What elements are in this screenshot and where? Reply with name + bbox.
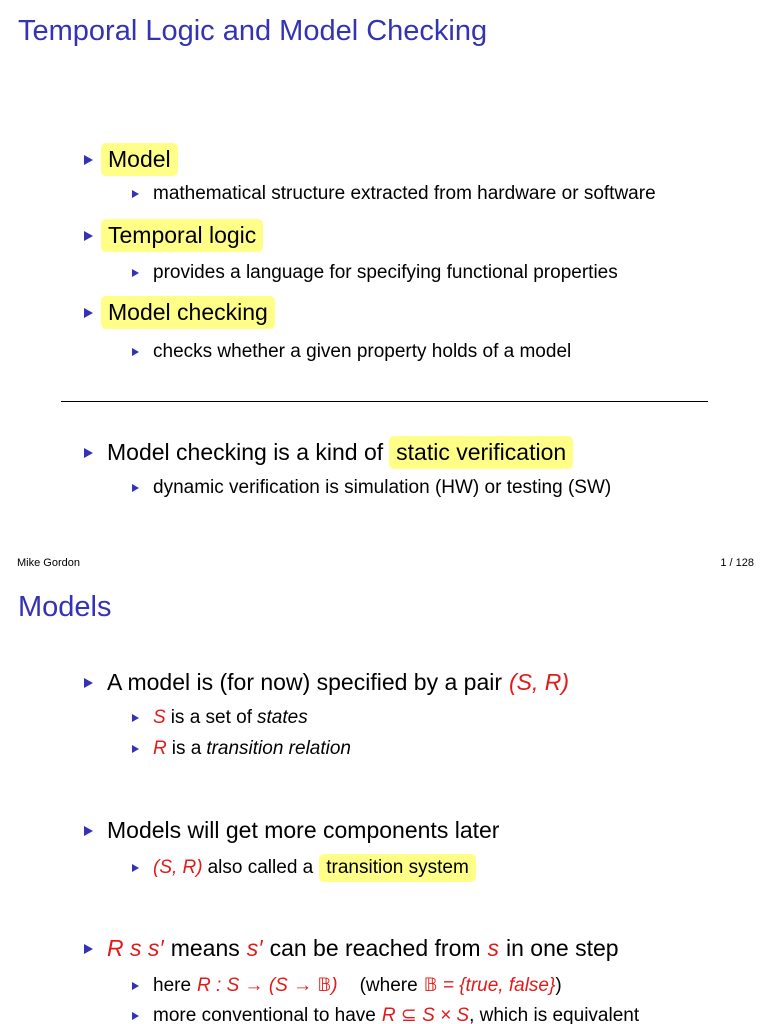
bullet-text: means (170, 935, 240, 961)
math-var: R (153, 738, 167, 759)
bullet-model-pair (84, 669, 569, 696)
highlight-term: static verification (389, 436, 573, 469)
bullet-icon (132, 864, 139, 872)
sub-bullet-text: ) (555, 974, 562, 996)
bullet-text: Models will get more components later (107, 817, 500, 843)
sub-bullet (132, 477, 611, 499)
sub-bullet (132, 854, 476, 882)
bullet-icon (84, 678, 93, 688)
sub-bullet (132, 974, 562, 997)
bullet-icon (132, 190, 139, 198)
sub-bullet (132, 183, 656, 205)
sub-bullet-text: here (153, 974, 192, 996)
sub-bullet (132, 738, 351, 760)
bullet-text: can be reached from (269, 935, 481, 961)
math-boolean: 𝔹 = {true, false} (423, 975, 556, 996)
bullet-icon (84, 231, 93, 241)
math-relation: R s s′ (107, 935, 164, 961)
sub-bullet (132, 262, 618, 284)
sub-bullet-text: , which is equivalent (469, 1004, 640, 1024)
slide-title: Temporal Logic and Model Checking (18, 15, 488, 47)
footer-page-number: 1 / 128 (720, 557, 754, 569)
math-subset: R ⊆ S × S (381, 1005, 470, 1024)
math-pair: (S, R) (509, 669, 570, 695)
emphasis-text: states (257, 707, 308, 728)
sub-bullet-text: (where (359, 974, 418, 996)
bullet-icon (132, 348, 139, 356)
sub-bullet-text: more conventional to have (153, 1004, 376, 1024)
sub-bullet (132, 707, 308, 729)
sub-bullet-text: is a (171, 738, 202, 759)
bullet-model (84, 143, 178, 176)
math-var: s (487, 935, 500, 961)
bullet-text: A model is (for now) specified by a pair (107, 669, 503, 695)
math-var: S (153, 707, 166, 728)
highlight-term: Model (101, 143, 178, 176)
math-type: R : S → (S → 𝔹) (197, 975, 338, 996)
bullet-more-components (84, 817, 499, 844)
sub-bullet-text: also called a (207, 857, 314, 878)
bullet-text: in one step (506, 935, 619, 961)
bullet-icon (84, 944, 93, 954)
sub-bullet (132, 341, 571, 363)
bullet-icon (132, 714, 139, 722)
slide-title: Models (18, 591, 112, 623)
bullet-temporal-logic (84, 219, 263, 252)
bullet-model-checking (84, 296, 275, 329)
highlight-term: transition system (319, 854, 476, 882)
sub-bullet-text: mathematical structure extracted from hardware or software (153, 183, 656, 204)
sub-bullet (132, 1004, 639, 1024)
bullet-icon (84, 155, 93, 165)
highlight-term: Temporal logic (101, 219, 263, 252)
footer-author: Mike Gordon (17, 557, 80, 569)
sub-bullet-text: dynamic verification is simulation (HW) or testing (SW) (153, 477, 612, 498)
bullet-icon (84, 308, 93, 318)
bullet-text: Model checking is a kind of (107, 439, 384, 465)
slide-2 (0, 576, 768, 1024)
math-pair: (S, R) (153, 857, 203, 878)
sub-bullet-text: provides a language for specifying functional properties (153, 262, 618, 283)
sub-bullet-text: checks whether a given property holds of a model (153, 341, 572, 362)
bullet-icon (132, 982, 139, 990)
sub-bullet-text: is a set of (170, 707, 253, 728)
bullet-icon (132, 484, 139, 492)
bullet-icon (84, 448, 93, 458)
highlight-term: Model checking (101, 296, 275, 329)
bullet-icon (132, 745, 139, 753)
math-var: s′ (246, 935, 263, 961)
divider (61, 401, 708, 402)
bullet-icon (132, 1012, 139, 1020)
emphasis-text: transition relation (206, 738, 352, 759)
bullet-static-verification (84, 436, 573, 469)
bullet-transition-step (84, 935, 619, 962)
bullet-icon (132, 269, 139, 277)
bullet-icon (84, 826, 93, 836)
